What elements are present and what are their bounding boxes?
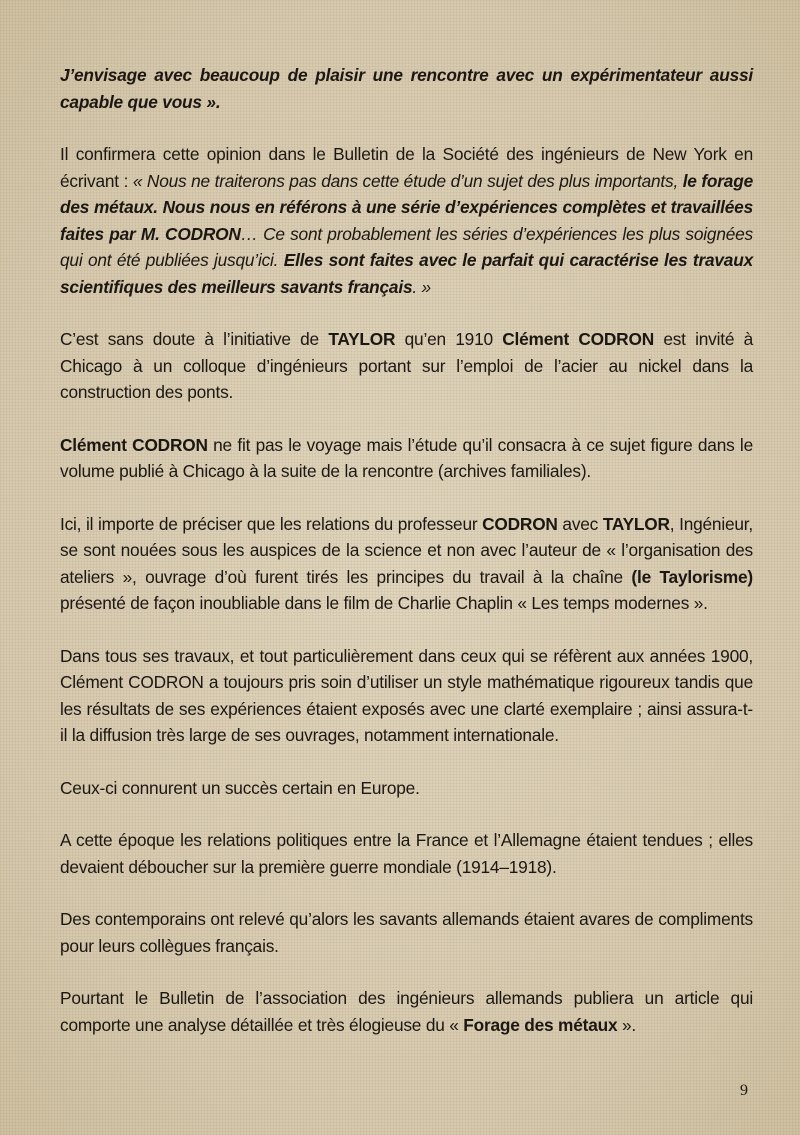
- text: qu’en 1910: [395, 329, 503, 349]
- quote-emphasis: le forage des métaux. Nous nous en référons à une série d’expériences complètes et travaillées faites par M. CODRON: [60, 170, 753, 244]
- quote-text: … Ce sont probablement les séries d’expériences les plus soignées qui ont été publiées jusqu’ici.: [60, 223, 753, 270]
- text: ne fit pas le voyage mais l’étude qu’il consacra à ce sujet figure dans le volume publié à Chicago à la suite de la rencontre (archives familiales).: [60, 434, 753, 481]
- paragraph-8: A cette époque les relations politiques entre la France et l’Allemagne étaient tendues ; elles devaient déboucher sur la première guerre mondiale (1914–1918).: [60, 830, 753, 877]
- paragraph-6: Dans tous ses travaux, et tout particulièrement dans ceux qui se réfèrent aux années 1900, Clément CODRON a toujours pris soin d’utiliser un style mathématique rigoureux tandis que les résultats de ses expériences étaient exposés avec une clarté exemplaire ; ainsi assura-t-il la diffusion très large de ses ouvrages, notamment internationale.: [60, 645, 753, 745]
- text: est invité à Chicago à un colloque d’ingénieurs portant sur l’emploi de l’acier au nickel dans la construction des ponts.: [60, 329, 754, 402]
- name-taylor: TAYLOR: [328, 329, 396, 349]
- text: C’est sans doute à l’initiative de: [60, 329, 329, 349]
- text: ».: [617, 1014, 636, 1035]
- document-body: [60, 62, 753, 1038]
- paragraph-1: [60, 62, 753, 115]
- paragraph-9: Des contemporains ont relevé qu’alors les savants allemands étaient avares de compliments pour leurs collègues français.: [60, 909, 753, 956]
- paragraph-10: [60, 985, 753, 1038]
- name-codron: Clément CODRON: [502, 329, 654, 349]
- paragraph-4: [60, 432, 753, 485]
- quote-end-text: J’envisage avec beaucoup de plaisir une rencontre avec un expérimentateur aussi capable que vous ».: [60, 65, 753, 112]
- title-forage: Forage des métaux: [463, 1014, 618, 1035]
- text: Il confirmera cette opinion dans le Bulletin de la Société des ingénieurs de New York en écrivant :: [60, 144, 753, 191]
- text: présenté de façon inoubliable dans le film de Charlie Chaplin « Les temps modernes ».: [60, 593, 708, 613]
- paragraph-3: [60, 326, 753, 406]
- name-codron: CODRON: [482, 513, 558, 534]
- page-number: 9: [740, 1082, 748, 1099]
- quote-emphasis: Elles sont faites avec le parfait qui caractérise les travaux scientifiques des meilleurs savants français: [60, 250, 753, 297]
- name-codron: Clément CODRON: [60, 434, 208, 455]
- quote-text: . »: [412, 276, 431, 297]
- text: , Ingénieur, se sont nouées sous les auspices de la science et non avec l’auteur de « l’organisation des ateliers », ouvrage d’où furent tirés les principes du travail à la chaîne: [60, 513, 753, 587]
- name-taylor: TAYLOR: [602, 513, 670, 534]
- quote-text: « Nous ne traiterons pas dans cette étude d’un sujet des plus importants,: [132, 170, 683, 191]
- text: Ici, il importe de préciser que les relations du professeur: [60, 513, 483, 534]
- paragraph-5: [60, 511, 753, 617]
- taylorisme: (le Taylorisme): [631, 566, 753, 587]
- text: avec: [557, 513, 603, 534]
- paragraph-7: Ceux-ci connurent un succès certain en Europe.: [60, 777, 420, 798]
- text: Pourtant le Bulletin de l’association des ingénieurs allemands publiera un article qui comporte une analyse détaillée et très élogieuse du «: [60, 988, 753, 1035]
- paragraph-2: [60, 141, 753, 300]
